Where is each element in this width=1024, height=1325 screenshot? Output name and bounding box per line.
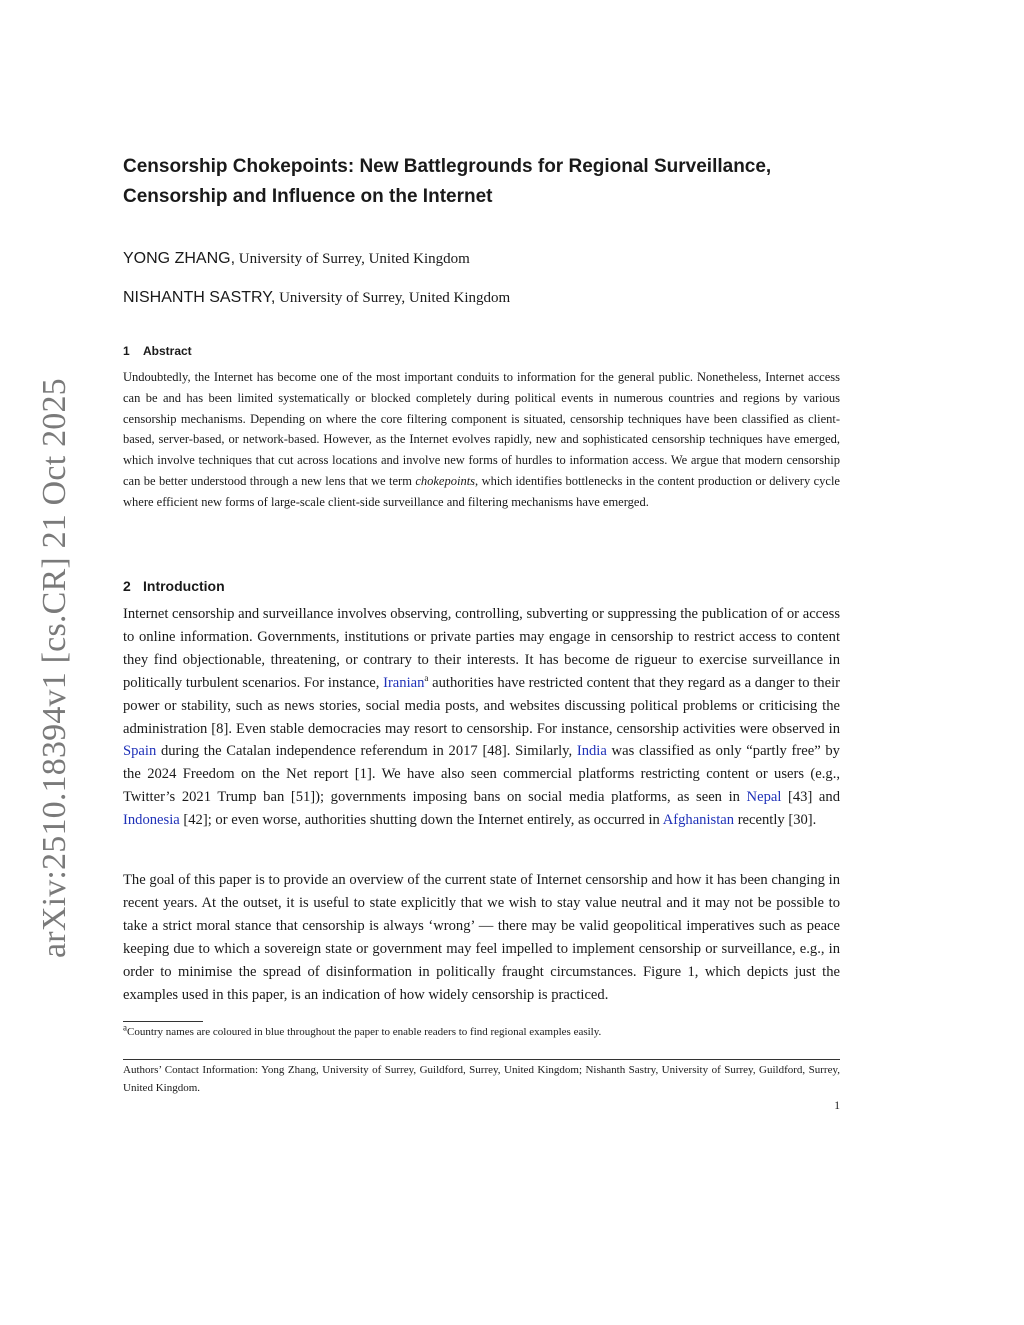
text-run: [42]; or even worse, authorities shutting down the Internet entirely, as occurred in bbox=[179, 812, 663, 829]
country-link-iran[interactable]: Iranian bbox=[383, 674, 425, 691]
text-run: authorities have restricted content that they regard as a danger to their power or stability, such as news stories, social media posts, and websites discussing political problems or criticising the administration [8]. Even stable democracies may resort to censorship. For instance, censorship activities were observed in bbox=[123, 674, 840, 737]
footnote-divider bbox=[123, 1021, 203, 1022]
author-1 bbox=[123, 250, 840, 268]
introduction-heading bbox=[123, 578, 225, 594]
section-title: Introduction bbox=[143, 578, 225, 594]
text-run: recently [30]. bbox=[734, 812, 817, 829]
author-affiliation: University of Surrey, United Kingdom bbox=[279, 290, 511, 306]
abstract-text bbox=[123, 367, 840, 513]
country-link-indonesia[interactable]: Indonesia bbox=[123, 812, 180, 829]
intro-paragraph-2: The goal of this paper is to provide an overview of the current state of Internet censorship and how it has been changing in recent years. At the outset, it is useful to state explicitly that we wish to stay value neutral and it may not be possible to take a strict moral stance that censorship is always ‘wrong’ — there may be valid geopolitical imperatives such as peace keeping due to which a sovereign state or government may feel impelled to implement censorship or surveillance, e.g., in order to minimise the spread of disinformation in politically fraught circumstances. Figure 1, which depicts just the examples used in this paper, is an indication of how widely censorship is practiced. bbox=[123, 872, 840, 1003]
section-number: 2 bbox=[123, 578, 131, 594]
country-link-afghanistan[interactable]: Afghanistan bbox=[662, 812, 735, 829]
author-2 bbox=[123, 289, 840, 307]
section-number: 1 bbox=[123, 344, 130, 358]
text-run: during the Catalan independence referendum in 2017 [48]. Similarly, bbox=[156, 743, 577, 760]
footnote-marker[interactable]: a bbox=[424, 672, 429, 683]
author-contact-info: Authors’ Contact Information: Yong Zhang, University of Surrey, Guildford, Surrey, United Kingdom; Nishanth Sastry, University of Surrey, Guildford, Surrey, United Kingdom. bbox=[123, 1064, 840, 1094]
footnote bbox=[123, 1022, 840, 1040]
footnote-text: Country names are coloured in blue throughout the paper to enable readers to find regional examples easily. bbox=[127, 1026, 602, 1038]
author-name: YONG ZHANG, bbox=[123, 250, 236, 267]
abstract-text-part: Undoubtedly, the Internet has become one of the most important conduits to information for the general public. Nonetheless, Internet access can be and has been limited systematically or blocked completely during political events in numerous countries and regions by various censorship mechanisms. Depending on where the core filtering component is situated, censorship techniques have been classified as client-based, server-based, or network-based. However, as the Internet evolves rapidly, new and sophisticated censorship techniques have emerged, which involve techniques that cut across locations and involve new forms of hurdles to information access. We argue that modern censorship can be better understood through a new lens that we term bbox=[123, 370, 840, 488]
country-link-nepal[interactable]: Nepal bbox=[746, 789, 782, 806]
country-link-india[interactable]: India bbox=[576, 743, 607, 760]
text-run: Internet censorship and surveillance involves observing, controlling, subverting or suppressing the publication of or access to online information. Governments, institutions or private parties may engage in censorship to restrict access to content they find objectionable, threatening, or contrary to their interests. It has become de rigueur to exercise surveillance in politically turbulent scenarios. For instance, bbox=[123, 606, 840, 691]
arxiv-identifier: arXiv:2510.18394v1 [cs.CR] 21 Oct 2025 bbox=[36, 378, 73, 958]
paper-title: Censorship Chokepoints: New Battlegrounds for Regional Surveillance, Censorship and Influence on the Internet bbox=[123, 156, 772, 207]
abstract-text-part: , which identifies bottlenecks in the content production or delivery cycle where efficient new forms of large-scale client-side surveillance and filtering mechanisms have emerged. bbox=[123, 473, 840, 509]
abstract-term: chokepoints bbox=[415, 473, 476, 488]
abstract-heading bbox=[123, 344, 192, 358]
page-number: 1 bbox=[834, 1100, 840, 1112]
text-run: [43] and bbox=[781, 789, 841, 806]
footnote-mark: a bbox=[123, 1022, 127, 1033]
country-link-spain[interactable]: Spain bbox=[123, 743, 157, 760]
intro-paragraph-1 bbox=[123, 603, 840, 832]
section-title: Abstract bbox=[143, 344, 192, 358]
author-affiliation: University of Surrey, United Kingdom bbox=[238, 251, 470, 267]
author-name: NISHANTH SASTRY, bbox=[123, 289, 276, 306]
contact-divider bbox=[123, 1059, 840, 1060]
text-run: was classified as only “partly free” by the 2024 Freedom on the Net report [1]. We have also seen commercial platforms restricting content or users (e.g., Twitter’s 2021 Trump ban [51]); governments imposing bans on social media platforms, as seen in bbox=[123, 743, 840, 806]
